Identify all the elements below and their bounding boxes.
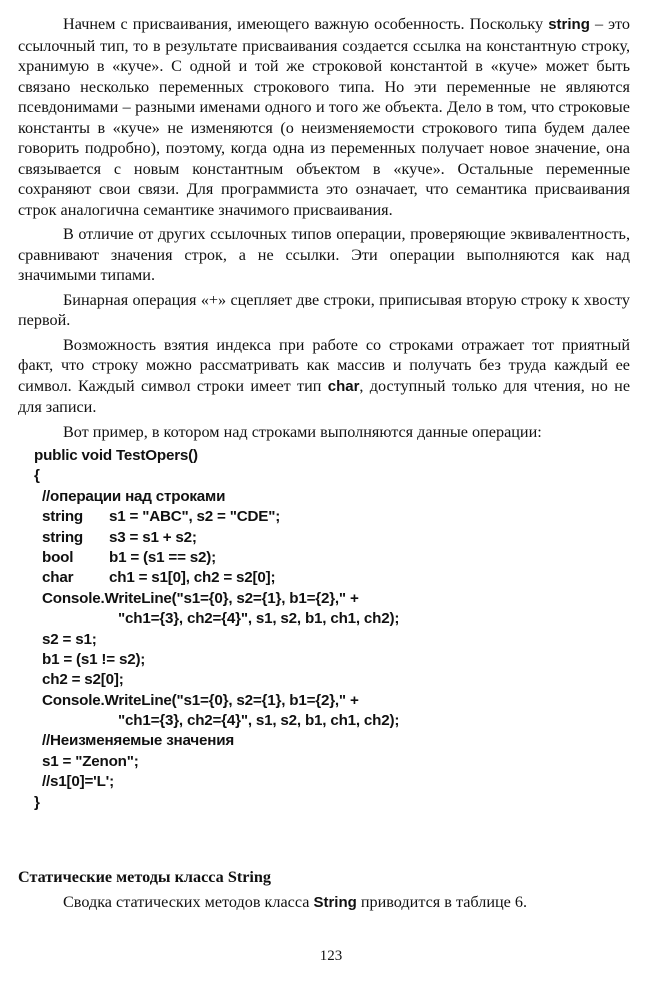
section-heading: Статические методы класса String bbox=[18, 868, 271, 887]
code-line bbox=[34, 568, 630, 588]
code-text: ch1 = s1[0], ch2 = s2[0]; bbox=[109, 569, 276, 587]
paragraph-static-methods bbox=[18, 892, 630, 914]
code-line: Console.WriteLine("s1={0}, s2={1}, b1={2}," + bbox=[42, 691, 359, 709]
code-line bbox=[34, 548, 630, 568]
code-type: bool bbox=[42, 548, 74, 566]
code-line: "ch1={3}, ch2={4}", s1, s2, b1, ch1, ch2); bbox=[118, 712, 400, 730]
text-run: Сводка статических методов класса bbox=[63, 892, 314, 911]
code-line bbox=[34, 507, 630, 527]
text-run: Возможность взятия индекса при работе со строками отражает тот приятный факт, что строку можно рассматривать как массив и получать без труда каждый ее символ. Каждый символ строки имеет тип bbox=[18, 335, 630, 395]
code-text: s1 = "ABC", s2 = "CDE"; bbox=[109, 508, 281, 526]
code-text: b1 = (s1 == s2); bbox=[109, 548, 216, 566]
code-type: char bbox=[42, 569, 74, 587]
text-run: приводится в таблице 6. bbox=[356, 892, 528, 911]
code-listing bbox=[34, 446, 630, 813]
paragraph-equivalence: В отличие от других ссылочных типов операции, проверяющие эквивалентность, сравнивают значения строк, а не ссылки. Эти операции выполняются как над значимыми типами. bbox=[18, 225, 630, 284]
code-line: { bbox=[34, 467, 40, 485]
code-line: } bbox=[34, 793, 40, 811]
paragraph-example-intro: Вот пример, в котором над строками выполняются данные операции: bbox=[63, 422, 542, 441]
page-number: 123 bbox=[319, 948, 343, 964]
code-line: b1 = (s1 != s2); bbox=[42, 650, 146, 668]
text-run: , доступный только для чтения, но не для записи. bbox=[18, 376, 630, 416]
code-line: Console.WriteLine("s1={0}, s2={1}, b1={2}," + bbox=[42, 589, 359, 607]
keyword-string: string bbox=[548, 16, 590, 33]
code-line: s2 = s1; bbox=[42, 630, 97, 648]
code-line: ch2 = s2[0]; bbox=[42, 671, 124, 689]
code-comment: //Неизменяемые значения bbox=[42, 732, 235, 750]
paragraph-concatenation: Бинарная операция «+» сцепляет две строки, приписывая вторую строку к хвосту первой. bbox=[18, 290, 630, 329]
code-line: s1 = "Zenon"; bbox=[42, 752, 139, 770]
code-comment: //s1[0]='L'; bbox=[42, 773, 114, 791]
text-run: – это ссылочный тип, то в результате присваивания создается ссылка на константную строку, хранимую в «куче». С одной и той же строковой константой в «куче» может быть связано несколько переменных строкового типа. Но эти переменные не являются псевдонимами – разными именами одного и того же объекта. Дело в том, что строковые константы в «куче» не изменяются (о неизменяемости строкового типа будем далее говорить подробно), поэтому, когда одна из переменных получает новое значение, она связывается с новым константным объектом в «куче». Остальные переменные сохраняют свои связи. Для программиста это означает, что семантика присваивания строк аналогична семантике значимого присваивания. bbox=[18, 15, 630, 219]
keyword-char: char bbox=[327, 377, 360, 395]
code-type: string bbox=[42, 528, 83, 546]
keyword-string-class: String bbox=[313, 893, 357, 911]
text-run: Начнем с присваивания, имеющего важную особенность. Поскольку bbox=[63, 15, 549, 33]
document-page bbox=[18, 14, 630, 917]
code-comment: //операции над строками bbox=[42, 487, 226, 505]
code-line bbox=[34, 528, 630, 548]
paragraph-indexing bbox=[18, 335, 630, 418]
code-type: string bbox=[42, 508, 83, 526]
code-line: public void TestOpers() bbox=[34, 447, 198, 464]
paragraph-assignment bbox=[18, 14, 630, 220]
code-text: s3 = s1 + s2; bbox=[109, 528, 197, 546]
code-line: "ch1={3}, ch2={4}", s1, s2, b1, ch1, ch2); bbox=[118, 610, 400, 628]
